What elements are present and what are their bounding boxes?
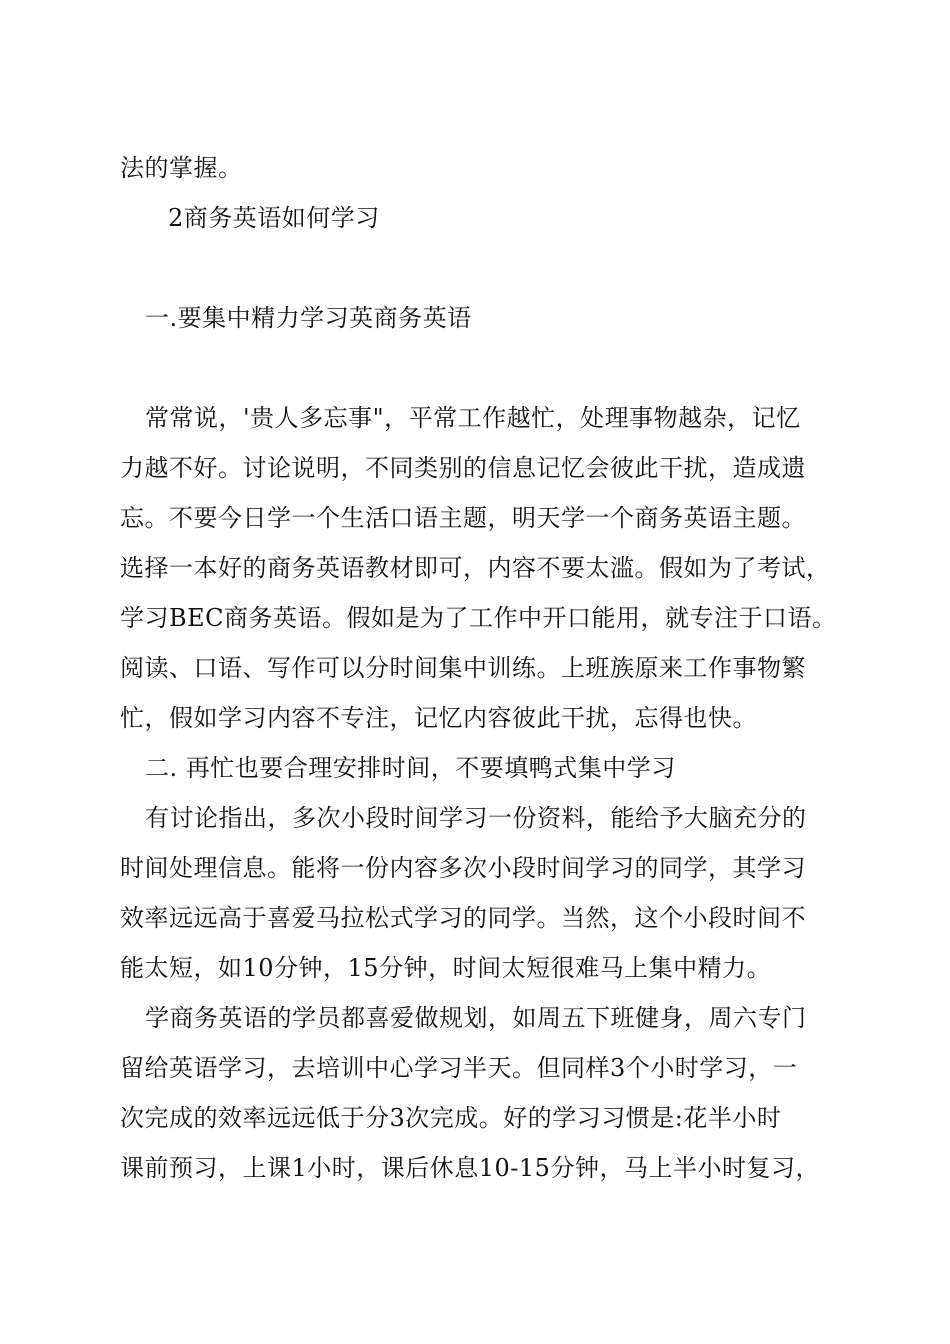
text-line-17: 留给英语学习，去培训中心学习半天。但同样3个小时学习，一 (120, 1054, 798, 1082)
subheading-2: 二. 再忙也要合理安排时间，不要填鸭式集中学习 (145, 754, 676, 782)
text-line-8: 学习BEC商务英语。假如是为了工作中开口能用，就专注于口语。 (120, 604, 837, 632)
subheading-1: 一.要集中精力学习英商务英语 (145, 304, 472, 332)
text-line-9: 阅读、口语、写作可以分时间集中训练。上班族原来工作事物繁 (120, 654, 806, 682)
text-line-4: 常常说，'贵人多忘事"，平常工作越忙，处理事物越杂，记忆 (145, 404, 801, 432)
text-line-7: 选择一本好的商务英语教材即可，内容不要太滥。假如为了考试， (120, 554, 831, 582)
text-line-1: 法的掌握。 (120, 154, 243, 182)
text-line-5: 力越不好。讨论说明，不同类别的信息记忆会彼此干扰，造成遗 (120, 454, 806, 482)
text-line-10: 忙，假如学习内容不专注，记忆内容彼此干扰，忘得也快。 (120, 704, 757, 732)
text-line-16: 学商务英语的学员都喜爱做规划，如周五下班健身，周六专门 (145, 1004, 807, 1032)
text-line-6: 忘。不要今日学一个生活口语主题，明天学一个商务英语主题。 (120, 504, 806, 532)
text-line-14: 效率远远高于喜爱马拉松式学习的同学。当然，这个小段时间不 (120, 904, 806, 932)
text-line-15: 能太短，如10分钟，15分钟，时间太短很难马上集中精力。 (120, 954, 772, 982)
text-line-13: 时间处理信息。能将一份内容多次小段时间学习的同学，其学习 (120, 854, 806, 882)
text-line-19: 课前预习，上课1小时，课后休息10-15分钟，马上半小时复习， (120, 1154, 820, 1182)
text-line-18: 次完成的效率远远低于分3次完成。好的学习习惯是:花半小时 (120, 1104, 782, 1132)
text-line-12: 有讨论指出，多次小段时间学习一份资料，能给予大脑充分的 (145, 804, 807, 832)
section-heading-2: 2商务英语如何学习 (168, 204, 380, 232)
